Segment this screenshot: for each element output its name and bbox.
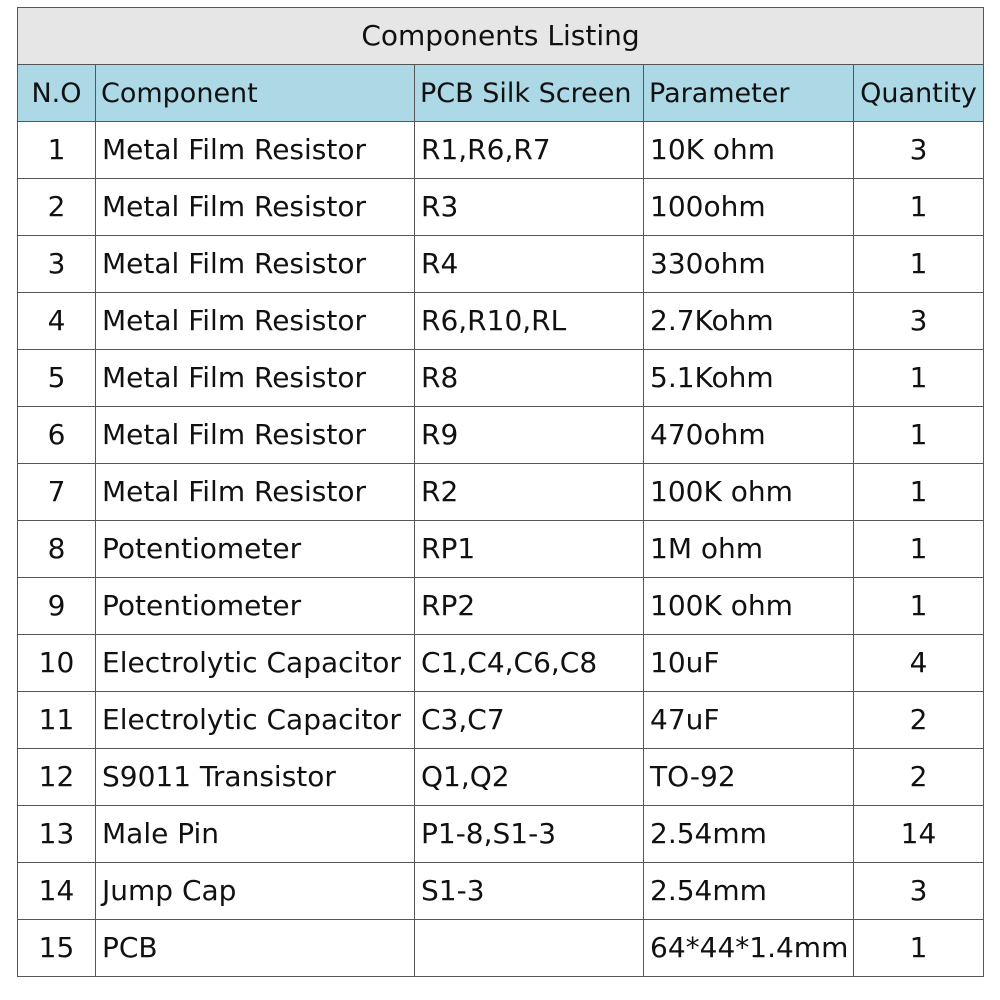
cell-parameter: 330ohm	[644, 236, 854, 293]
cell-parameter: 5.1Kohm	[644, 350, 854, 407]
cell-pcb-silk-screen: C3,C7	[415, 692, 644, 749]
cell-pcb-silk-screen: R6,R10,RL	[415, 293, 644, 350]
components-table	[17, 7, 984, 977]
cell-component: Metal Film Resistor	[96, 350, 415, 407]
table-row	[18, 350, 984, 407]
cell-quantity: 2	[854, 692, 984, 749]
cell-pcb-silk-screen: R4	[415, 236, 644, 293]
cell-pcb-silk-screen: RP2	[415, 578, 644, 635]
cell-parameter: 100ohm	[644, 179, 854, 236]
cell-parameter: 2.54mm	[644, 806, 854, 863]
cell-no: 12	[18, 749, 96, 806]
cell-no: 1	[18, 122, 96, 179]
cell-no: 4	[18, 293, 96, 350]
cell-quantity: 2	[854, 749, 984, 806]
header-row	[18, 65, 984, 122]
cell-parameter: 2.54mm	[644, 863, 854, 920]
cell-no: 13	[18, 806, 96, 863]
cell-pcb-silk-screen: P1-8,S1-3	[415, 806, 644, 863]
cell-no: 14	[18, 863, 96, 920]
cell-component: Metal Film Resistor	[96, 122, 415, 179]
header-no: N.O	[18, 65, 96, 122]
cell-no: 6	[18, 407, 96, 464]
table-row	[18, 692, 984, 749]
cell-component: Metal Film Resistor	[96, 179, 415, 236]
header-component: Component	[96, 65, 415, 122]
table-row	[18, 179, 984, 236]
table-row	[18, 635, 984, 692]
table-row	[18, 236, 984, 293]
table-row	[18, 464, 984, 521]
cell-pcb-silk-screen	[415, 920, 644, 977]
cell-pcb-silk-screen: R9	[415, 407, 644, 464]
cell-no: 2	[18, 179, 96, 236]
cell-no: 7	[18, 464, 96, 521]
table-row	[18, 863, 984, 920]
table-row	[18, 521, 984, 578]
cell-parameter: 100K ohm	[644, 464, 854, 521]
cell-quantity: 4	[854, 635, 984, 692]
cell-parameter: 1M ohm	[644, 521, 854, 578]
cell-component: Metal Film Resistor	[96, 407, 415, 464]
cell-no: 5	[18, 350, 96, 407]
title-row	[18, 8, 984, 65]
table-row	[18, 578, 984, 635]
cell-no: 9	[18, 578, 96, 635]
table-body	[18, 122, 984, 977]
cell-quantity: 3	[854, 863, 984, 920]
cell-component: Metal Film Resistor	[96, 236, 415, 293]
cell-no: 15	[18, 920, 96, 977]
cell-quantity: 14	[854, 806, 984, 863]
cell-parameter: 10uF	[644, 635, 854, 692]
cell-no: 3	[18, 236, 96, 293]
cell-pcb-silk-screen: R2	[415, 464, 644, 521]
cell-no: 10	[18, 635, 96, 692]
cell-parameter: 64*44*1.4mm	[644, 920, 854, 977]
cell-pcb-silk-screen: Q1,Q2	[415, 749, 644, 806]
cell-component: S9011 Transistor	[96, 749, 415, 806]
cell-no: 8	[18, 521, 96, 578]
cell-pcb-silk-screen: C1,C4,C6,C8	[415, 635, 644, 692]
cell-quantity: 3	[854, 122, 984, 179]
cell-pcb-silk-screen: RP1	[415, 521, 644, 578]
table-row	[18, 806, 984, 863]
cell-quantity: 1	[854, 179, 984, 236]
cell-quantity: 3	[854, 293, 984, 350]
cell-pcb-silk-screen: R8	[415, 350, 644, 407]
table-row	[18, 749, 984, 806]
cell-component: Electrolytic Capacitor	[96, 692, 415, 749]
cell-pcb-silk-screen: S1-3	[415, 863, 644, 920]
cell-pcb-silk-screen: R3	[415, 179, 644, 236]
cell-parameter: 470ohm	[644, 407, 854, 464]
cell-pcb-silk-screen: R1,R6,R7	[415, 122, 644, 179]
cell-quantity: 1	[854, 578, 984, 635]
cell-quantity: 1	[854, 236, 984, 293]
components-listing	[17, 7, 983, 977]
cell-component: Potentiometer	[96, 521, 415, 578]
cell-component: Metal Film Resistor	[96, 293, 415, 350]
cell-component: Electrolytic Capacitor	[96, 635, 415, 692]
cell-quantity: 1	[854, 350, 984, 407]
table-row	[18, 293, 984, 350]
cell-component: Metal Film Resistor	[96, 464, 415, 521]
cell-parameter: 47uF	[644, 692, 854, 749]
table-title: Components Listing	[18, 8, 984, 65]
cell-component: Potentiometer	[96, 578, 415, 635]
cell-parameter: 2.7Kohm	[644, 293, 854, 350]
cell-parameter: TO-92	[644, 749, 854, 806]
table-row	[18, 122, 984, 179]
table-row	[18, 920, 984, 977]
cell-quantity: 1	[854, 521, 984, 578]
header-quantity: Quantity	[854, 65, 984, 122]
cell-component: Male Pin	[96, 806, 415, 863]
cell-no: 11	[18, 692, 96, 749]
cell-quantity: 1	[854, 407, 984, 464]
cell-parameter: 10K ohm	[644, 122, 854, 179]
header-parameter: Parameter	[644, 65, 854, 122]
table-row	[18, 407, 984, 464]
cell-quantity: 1	[854, 464, 984, 521]
header-pcb-silk-screen: PCB Silk Screen	[415, 65, 644, 122]
cell-parameter: 100K ohm	[644, 578, 854, 635]
cell-quantity: 1	[854, 920, 984, 977]
cell-component: Jump Cap	[96, 863, 415, 920]
cell-component: PCB	[96, 920, 415, 977]
